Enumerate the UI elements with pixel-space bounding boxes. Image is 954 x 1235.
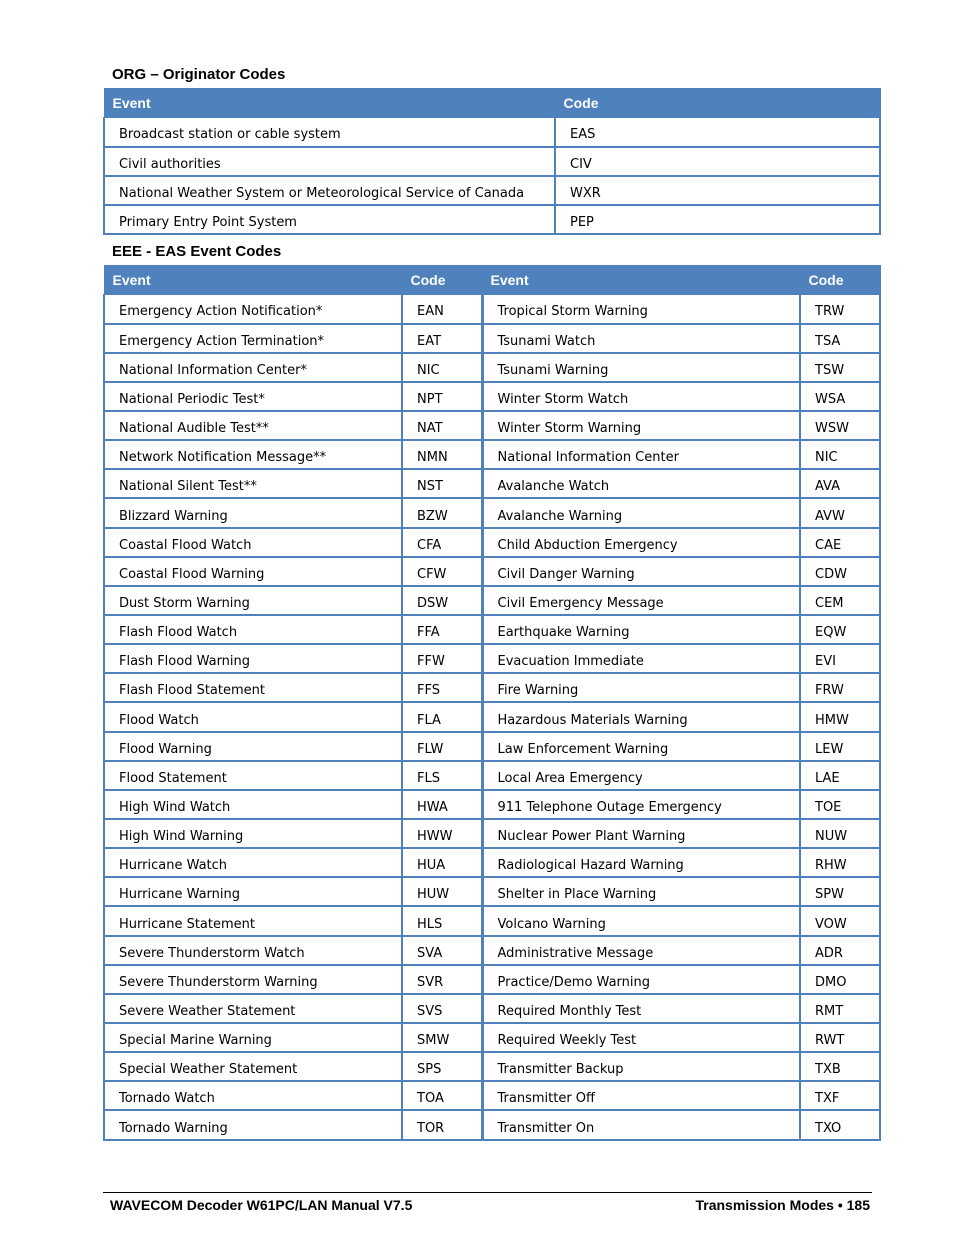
code-cell: CFA xyxy=(402,528,482,557)
code-cell: TOA xyxy=(402,1081,482,1110)
code-cell: RHW xyxy=(800,848,880,877)
event-cell: Severe Thunderstorm Warning xyxy=(104,965,402,994)
code-cell: CAE xyxy=(800,528,880,557)
event-cell: Volcano Warning xyxy=(482,906,800,935)
event-cell: Tsunami Watch xyxy=(482,324,800,353)
code-cell: BZW xyxy=(402,498,482,527)
table-row xyxy=(104,469,880,498)
table-row xyxy=(104,732,880,761)
event-cell: Local Area Emergency xyxy=(482,761,800,790)
event-cell: Transmitter On xyxy=(482,1110,800,1139)
table-row xyxy=(104,353,880,382)
event-cell: National Audible Test** xyxy=(104,411,402,440)
code-cell: CFW xyxy=(402,557,482,586)
event-cell: Severe Weather Statement xyxy=(104,994,402,1023)
table-row xyxy=(104,1110,880,1139)
table-row xyxy=(104,702,880,731)
footer-divider xyxy=(103,1192,872,1193)
table-row xyxy=(104,324,880,353)
table-row xyxy=(104,382,880,411)
code-cell: HWW xyxy=(402,819,482,848)
code-cell: EQW xyxy=(800,615,880,644)
code-cell: RMT xyxy=(800,994,880,1023)
code-cell: LAE xyxy=(800,761,880,790)
table-row xyxy=(104,411,880,440)
column-header-code: Code xyxy=(402,266,482,295)
event-cell: Flood Warning xyxy=(104,732,402,761)
code-cell: CEM xyxy=(800,586,880,615)
code-cell: FLS xyxy=(402,761,482,790)
table-row xyxy=(104,644,880,673)
code-cell: SVR xyxy=(402,965,482,994)
event-cell: Nuclear Power Plant Warning xyxy=(482,819,800,848)
table-row xyxy=(104,295,880,324)
code-cell: HLS xyxy=(402,906,482,935)
event-cell: Flood Statement xyxy=(104,761,402,790)
event-cell: Earthquake Warning xyxy=(482,615,800,644)
table-row xyxy=(104,1081,880,1110)
event-cell: Emergency Action Termination* xyxy=(104,324,402,353)
code-cell: HMW xyxy=(800,702,880,731)
event-cell: National Silent Test** xyxy=(104,469,402,498)
event-cell: Child Abduction Emergency xyxy=(482,528,800,557)
code-cell: FFA xyxy=(402,615,482,644)
code-cell: FFW xyxy=(402,644,482,673)
event-cell: Transmitter Off xyxy=(482,1081,800,1110)
event-cell: Transmitter Backup xyxy=(482,1052,800,1081)
event-cell: Blizzard Warning xyxy=(104,498,402,527)
code-cell: FRW xyxy=(800,673,880,702)
code-cell: CDW xyxy=(800,557,880,586)
event-cell: Evacuation Immediate xyxy=(482,644,800,673)
event-cell: Hurricane Warning xyxy=(104,877,402,906)
column-header-code: Code xyxy=(555,89,880,118)
table-row xyxy=(104,118,880,147)
org-codes-table xyxy=(103,88,881,235)
code-cell: FLW xyxy=(402,732,482,761)
table-row xyxy=(104,615,880,644)
event-cell: Coastal Flood Warning xyxy=(104,557,402,586)
table-row xyxy=(104,994,880,1023)
event-cell: Tsunami Warning xyxy=(482,353,800,382)
table-row xyxy=(104,205,880,234)
table-row xyxy=(104,936,880,965)
code-cell: TXO xyxy=(800,1110,880,1139)
event-cell: 911 Telephone Outage Emergency xyxy=(482,790,800,819)
code-cell: NMN xyxy=(402,440,482,469)
event-cell: Tropical Storm Warning xyxy=(482,295,800,324)
code-cell: VOW xyxy=(800,906,880,935)
org-section-heading: ORG – Originator Codes xyxy=(112,66,286,83)
table-row xyxy=(104,528,880,557)
table-header-row xyxy=(104,266,880,295)
event-cell: National Periodic Test* xyxy=(104,382,402,411)
event-cell: Practice/Demo Warning xyxy=(482,965,800,994)
table-row xyxy=(104,761,880,790)
code-cell: SVA xyxy=(402,936,482,965)
code-cell: EAN xyxy=(402,295,482,324)
code-cell: WXR xyxy=(555,176,880,205)
code-cell: LEW xyxy=(800,732,880,761)
event-cell: Avalanche Warning xyxy=(482,498,800,527)
table-row xyxy=(104,877,880,906)
event-cell: Special Marine Warning xyxy=(104,1023,402,1052)
code-cell: PEP xyxy=(555,205,880,234)
event-cell: Administrative Message xyxy=(482,936,800,965)
event-cell: Emergency Action Notification* xyxy=(104,295,402,324)
table-row xyxy=(104,906,880,935)
event-cell: Special Weather Statement xyxy=(104,1052,402,1081)
code-cell: EVI xyxy=(800,644,880,673)
footer-manual-title: WAVECOM Decoder W61PC/LAN Manual V7.5 xyxy=(110,1197,413,1213)
eas-event-codes-table xyxy=(103,265,881,1141)
event-cell: Dust Storm Warning xyxy=(104,586,402,615)
code-cell: TOR xyxy=(402,1110,482,1139)
code-cell: EAS xyxy=(555,118,880,147)
event-cell: Winter Storm Warning xyxy=(482,411,800,440)
event-cell: Flash Flood Statement xyxy=(104,673,402,702)
event-cell: Civil authorities xyxy=(104,147,555,176)
code-cell: SPS xyxy=(402,1052,482,1081)
event-cell: Hurricane Watch xyxy=(104,848,402,877)
table-row xyxy=(104,147,880,176)
code-cell: HUA xyxy=(402,848,482,877)
table-header-row xyxy=(104,89,880,118)
table-row xyxy=(104,440,880,469)
code-cell: TRW xyxy=(800,295,880,324)
code-cell: AVW xyxy=(800,498,880,527)
code-cell: EAT xyxy=(402,324,482,353)
event-cell: High Wind Watch xyxy=(104,790,402,819)
event-cell: High Wind Warning xyxy=(104,819,402,848)
code-cell: TSA xyxy=(800,324,880,353)
event-cell: Network Notification Message** xyxy=(104,440,402,469)
event-cell: Tornado Warning xyxy=(104,1110,402,1139)
code-cell: NIC xyxy=(800,440,880,469)
code-cell: TSW xyxy=(800,353,880,382)
table-row xyxy=(104,790,880,819)
table-row xyxy=(104,586,880,615)
event-cell: National Information Center* xyxy=(104,353,402,382)
table-row xyxy=(104,819,880,848)
table-row xyxy=(104,557,880,586)
event-cell: Law Enforcement Warning xyxy=(482,732,800,761)
event-cell: Civil Danger Warning xyxy=(482,557,800,586)
eee-section-heading: EEE - EAS Event Codes xyxy=(112,243,282,260)
code-cell: RWT xyxy=(800,1023,880,1052)
event-cell: Radiological Hazard Warning xyxy=(482,848,800,877)
event-cell: National Information Center xyxy=(482,440,800,469)
code-cell: AVA xyxy=(800,469,880,498)
code-cell: NPT xyxy=(402,382,482,411)
table-row xyxy=(104,176,880,205)
event-cell: Flood Watch xyxy=(104,702,402,731)
event-cell: Broadcast station or cable system xyxy=(104,118,555,147)
event-cell: Tornado Watch xyxy=(104,1081,402,1110)
code-cell: SPW xyxy=(800,877,880,906)
code-cell: WSW xyxy=(800,411,880,440)
event-cell: Shelter in Place Warning xyxy=(482,877,800,906)
code-cell: HWA xyxy=(402,790,482,819)
event-cell: Flash Flood Warning xyxy=(104,644,402,673)
table-row xyxy=(104,1052,880,1081)
code-cell: SVS xyxy=(402,994,482,1023)
code-cell: NST xyxy=(402,469,482,498)
footer-page-info: Transmission Modes • 185 xyxy=(695,1197,870,1213)
event-cell: Winter Storm Watch xyxy=(482,382,800,411)
event-cell: Fire Warning xyxy=(482,673,800,702)
table-row xyxy=(104,1023,880,1052)
code-cell: TXF xyxy=(800,1081,880,1110)
code-cell: NIC xyxy=(402,353,482,382)
code-cell: SMW xyxy=(402,1023,482,1052)
event-cell: Avalanche Watch xyxy=(482,469,800,498)
code-cell: CIV xyxy=(555,147,880,176)
event-cell: Coastal Flood Watch xyxy=(104,528,402,557)
code-cell: TXB xyxy=(800,1052,880,1081)
code-cell: NUW xyxy=(800,819,880,848)
column-header-event: Event xyxy=(104,266,402,295)
column-header-event: Event xyxy=(104,89,555,118)
event-cell: Flash Flood Watch xyxy=(104,615,402,644)
code-cell: WSA xyxy=(800,382,880,411)
code-cell: DSW xyxy=(402,586,482,615)
event-cell: Primary Entry Point System xyxy=(104,205,555,234)
table-row xyxy=(104,498,880,527)
table-row xyxy=(104,848,880,877)
event-cell: Hazardous Materials Warning xyxy=(482,702,800,731)
event-cell: Required Weekly Test xyxy=(482,1023,800,1052)
table-row xyxy=(104,673,880,702)
column-header-event: Event xyxy=(482,266,800,295)
event-cell: Severe Thunderstorm Watch xyxy=(104,936,402,965)
code-cell: TOE xyxy=(800,790,880,819)
code-cell: ADR xyxy=(800,936,880,965)
event-cell: Required Monthly Test xyxy=(482,994,800,1023)
code-cell: HUW xyxy=(402,877,482,906)
event-cell: National Weather System or Meteorological Service of Canada xyxy=(104,176,555,205)
code-cell: NAT xyxy=(402,411,482,440)
table-row xyxy=(104,965,880,994)
code-cell: DMO xyxy=(800,965,880,994)
code-cell: FLA xyxy=(402,702,482,731)
code-cell: FFS xyxy=(402,673,482,702)
column-header-code: Code xyxy=(800,266,880,295)
event-cell: Hurricane Statement xyxy=(104,906,402,935)
event-cell: Civil Emergency Message xyxy=(482,586,800,615)
